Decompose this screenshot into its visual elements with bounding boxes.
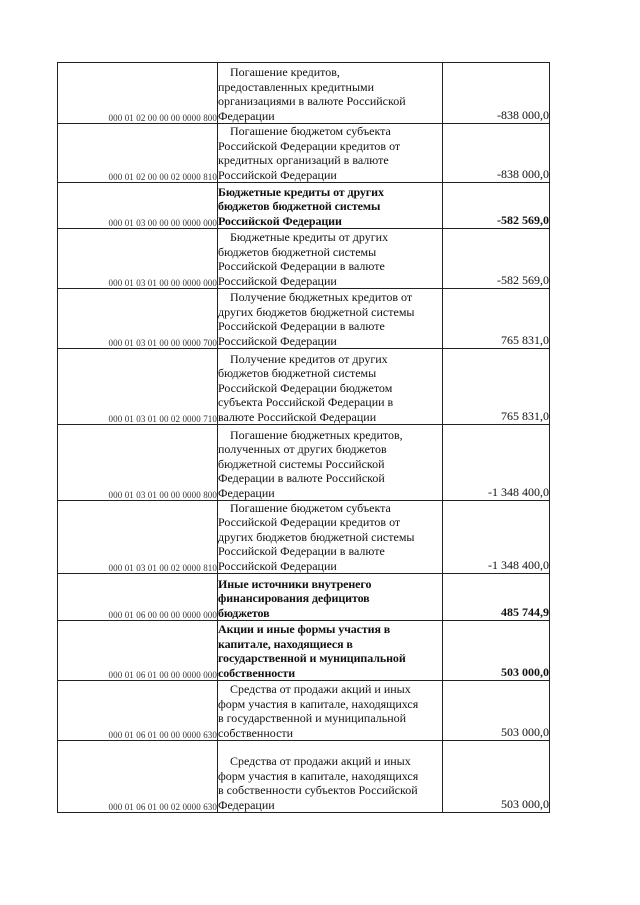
description-line (218, 769, 442, 783)
description-line (218, 153, 442, 167)
description-line (218, 457, 442, 471)
table-row (58, 425, 550, 501)
description-line (218, 199, 442, 213)
description-text: бюджетов бюджетной системы (218, 366, 377, 381)
description-line (218, 591, 442, 605)
budget-code-cell: 000 01 03 01 00 00 0000 700 (58, 289, 218, 349)
description-text: в собственности субъектов Российской (218, 783, 418, 798)
budget-code-cell: 000 01 06 01 00 00 0000 000 (58, 621, 218, 681)
table-row (58, 621, 550, 681)
description-text: бюджетов бюджетной системы (218, 244, 377, 259)
description-line (218, 274, 442, 288)
description-text: Российской Федерации бюджетом (218, 380, 393, 395)
description-line (218, 185, 442, 199)
description-text: полученных от других бюджетов (218, 442, 387, 457)
description-line (218, 622, 442, 636)
description-line (218, 290, 442, 304)
description-text: предоставленных кредитными (218, 79, 375, 94)
description-text: Федерации (218, 108, 275, 123)
budget-code-cell: 000 01 03 01 00 02 0000 810 (58, 501, 218, 574)
amount-cell: 503 000,0 (443, 621, 550, 681)
description-text: Погашение кредитов, (230, 65, 340, 80)
description-text: Федерации (218, 485, 275, 500)
description-cell (218, 183, 443, 229)
description-text: Средства от продажи акций и иных (230, 682, 411, 697)
description-line (218, 783, 442, 797)
description-line (218, 442, 442, 456)
description-line (218, 530, 442, 544)
description-text: других бюджетов бюджетной системы (218, 304, 415, 319)
description-line (218, 666, 442, 680)
description-text: собственности (218, 665, 296, 680)
description-text: валюте Российской Федерации (218, 409, 377, 424)
description-line (218, 94, 442, 108)
budget-sources-table (57, 62, 550, 813)
description-cell (218, 741, 443, 813)
description-line (218, 80, 442, 94)
description-cell (218, 681, 443, 741)
description-line (218, 352, 442, 366)
amount-cell: -1 348 400,0 (443, 425, 550, 501)
description-text: Бюджетные кредиты от других (218, 184, 384, 199)
description-line (218, 245, 442, 259)
description-line (218, 682, 442, 696)
description-text: Российской Федерации (218, 167, 337, 182)
description-text: Погашение бюджетом субъекта (230, 124, 391, 139)
description-cell (218, 621, 443, 681)
description-text: организациями в валюте Российской (218, 94, 406, 109)
amount-cell: 765 831,0 (443, 289, 550, 349)
description-text: форм участия в капитале, находящихся (218, 768, 419, 783)
description-line (218, 65, 442, 79)
table-row (58, 229, 550, 289)
description-line (218, 697, 442, 711)
description-line (218, 214, 442, 228)
description-line (218, 726, 442, 740)
description-line (218, 139, 442, 153)
description-line (218, 305, 442, 319)
description-line (218, 711, 442, 725)
amount-cell: 765 831,0 (443, 349, 550, 425)
description-text: Российской Федерации (218, 558, 337, 573)
description-text: Погашение бюджетом субъекта (230, 501, 391, 515)
table-row (58, 741, 550, 813)
description-text: финансирования дефицитов (218, 591, 370, 606)
budget-code-cell: 000 01 03 01 00 00 0000 800 (58, 425, 218, 501)
description-text: форм участия в капитале, находящихся (218, 696, 419, 711)
description-text: субъекта Российской Федерации в (218, 395, 394, 410)
description-text: Федерации в валюте Российской (218, 471, 385, 486)
description-line (218, 319, 442, 333)
description-line (218, 395, 442, 409)
description-text: Российской Федерации в валюте (218, 544, 385, 559)
description-text: бюджетной системы Российской (218, 456, 385, 471)
description-text: Бюджетные кредиты от других (230, 230, 389, 245)
description-text: бюджетов (218, 605, 270, 620)
table-row (58, 183, 550, 229)
description-text: Российской Федерации (218, 213, 342, 228)
description-text: Российской Федерации в валюте (218, 259, 385, 274)
description-cell (218, 229, 443, 289)
description-line (218, 544, 442, 558)
description-line (218, 471, 442, 485)
description-cell (218, 349, 443, 425)
description-line (218, 651, 442, 665)
description-line (218, 515, 442, 529)
description-text: других бюджетов бюджетной системы (218, 529, 415, 544)
description-text: Российской Федерации кредитов от (218, 138, 401, 153)
description-line (218, 754, 442, 768)
description-line (218, 334, 442, 348)
description-line (218, 428, 442, 442)
amount-cell: 503 000,0 (443, 741, 550, 813)
description-line (218, 109, 442, 123)
description-text: Российской Федерации (218, 273, 337, 288)
description-text: Федерации (218, 797, 275, 812)
table-row (58, 63, 550, 124)
description-text: Погашение бюджетных кредитов, (230, 427, 403, 442)
budget-code-cell: 000 01 03 00 00 00 0000 000 (58, 183, 218, 229)
amount-cell: 503 000,0 (443, 681, 550, 741)
description-cell (218, 63, 443, 124)
table-row (58, 501, 550, 574)
amount-cell: -582 569,0 (443, 229, 550, 289)
description-text: капитале, находящиеся в (218, 636, 353, 651)
description-cell (218, 289, 443, 349)
table-row (58, 124, 550, 183)
description-line (218, 259, 442, 273)
table-body (58, 63, 550, 813)
amount-cell: -582 569,0 (443, 183, 550, 229)
budget-code-cell: 000 01 03 01 00 02 0000 710 (58, 349, 218, 425)
amount-cell: -838 000,0 (443, 63, 550, 124)
description-line (218, 798, 442, 812)
description-line (218, 381, 442, 395)
description-cell (218, 425, 443, 501)
description-text: Акции и иные формы участия в (218, 622, 391, 637)
description-text: Средства от продажи акций и иных (230, 754, 411, 769)
description-text: кредитных организаций в валюте (218, 153, 389, 168)
description-cell (218, 124, 443, 183)
description-text: собственности (218, 725, 294, 740)
description-line (218, 606, 442, 620)
description-text: в государственной и муниципальной (218, 711, 407, 726)
description-text: Российской Федерации (218, 333, 337, 348)
description-cell (218, 574, 443, 621)
description-text: Получение бюджетных кредитов от (230, 290, 413, 305)
description-line (218, 168, 442, 182)
table-row (58, 349, 550, 425)
budget-code-cell: 000 01 02 00 00 02 0000 810 (58, 124, 218, 183)
budget-code-cell: 000 01 06 00 00 00 0000 000 (58, 574, 218, 621)
budget-code-cell: 000 01 03 01 00 00 0000 000 (58, 229, 218, 289)
description-text: Иные источники внутренего (218, 576, 372, 591)
description-line (218, 559, 442, 573)
description-line (218, 410, 442, 424)
budget-code-cell: 000 01 06 01 00 00 0000 630 (58, 681, 218, 741)
budget-code-cell: 000 01 02 00 00 00 0000 800 (58, 63, 218, 124)
description-line (218, 637, 442, 651)
description-line (218, 366, 442, 380)
table-row (58, 574, 550, 621)
description-line (218, 501, 442, 515)
amount-cell: -838 000,0 (443, 124, 550, 183)
description-text: государственной и муниципальной (218, 651, 406, 666)
description-text: Российской Федерации в валюте (218, 319, 385, 334)
budget-code-cell: 000 01 06 01 00 02 0000 630 (58, 741, 218, 813)
description-line (218, 486, 442, 500)
amount-cell: -1 348 400,0 (443, 501, 550, 574)
description-text: бюджетов бюджетной системы (218, 199, 381, 214)
description-line (218, 577, 442, 591)
description-line (218, 124, 442, 138)
description-cell (218, 501, 443, 574)
description-text: Российской Федерации кредитов от (218, 515, 401, 530)
amount-cell: 485 744,9 (443, 574, 550, 621)
description-text: Получение кредитов от других (230, 351, 388, 366)
table-row (58, 289, 550, 349)
description-line (218, 230, 442, 244)
table-row (58, 681, 550, 741)
